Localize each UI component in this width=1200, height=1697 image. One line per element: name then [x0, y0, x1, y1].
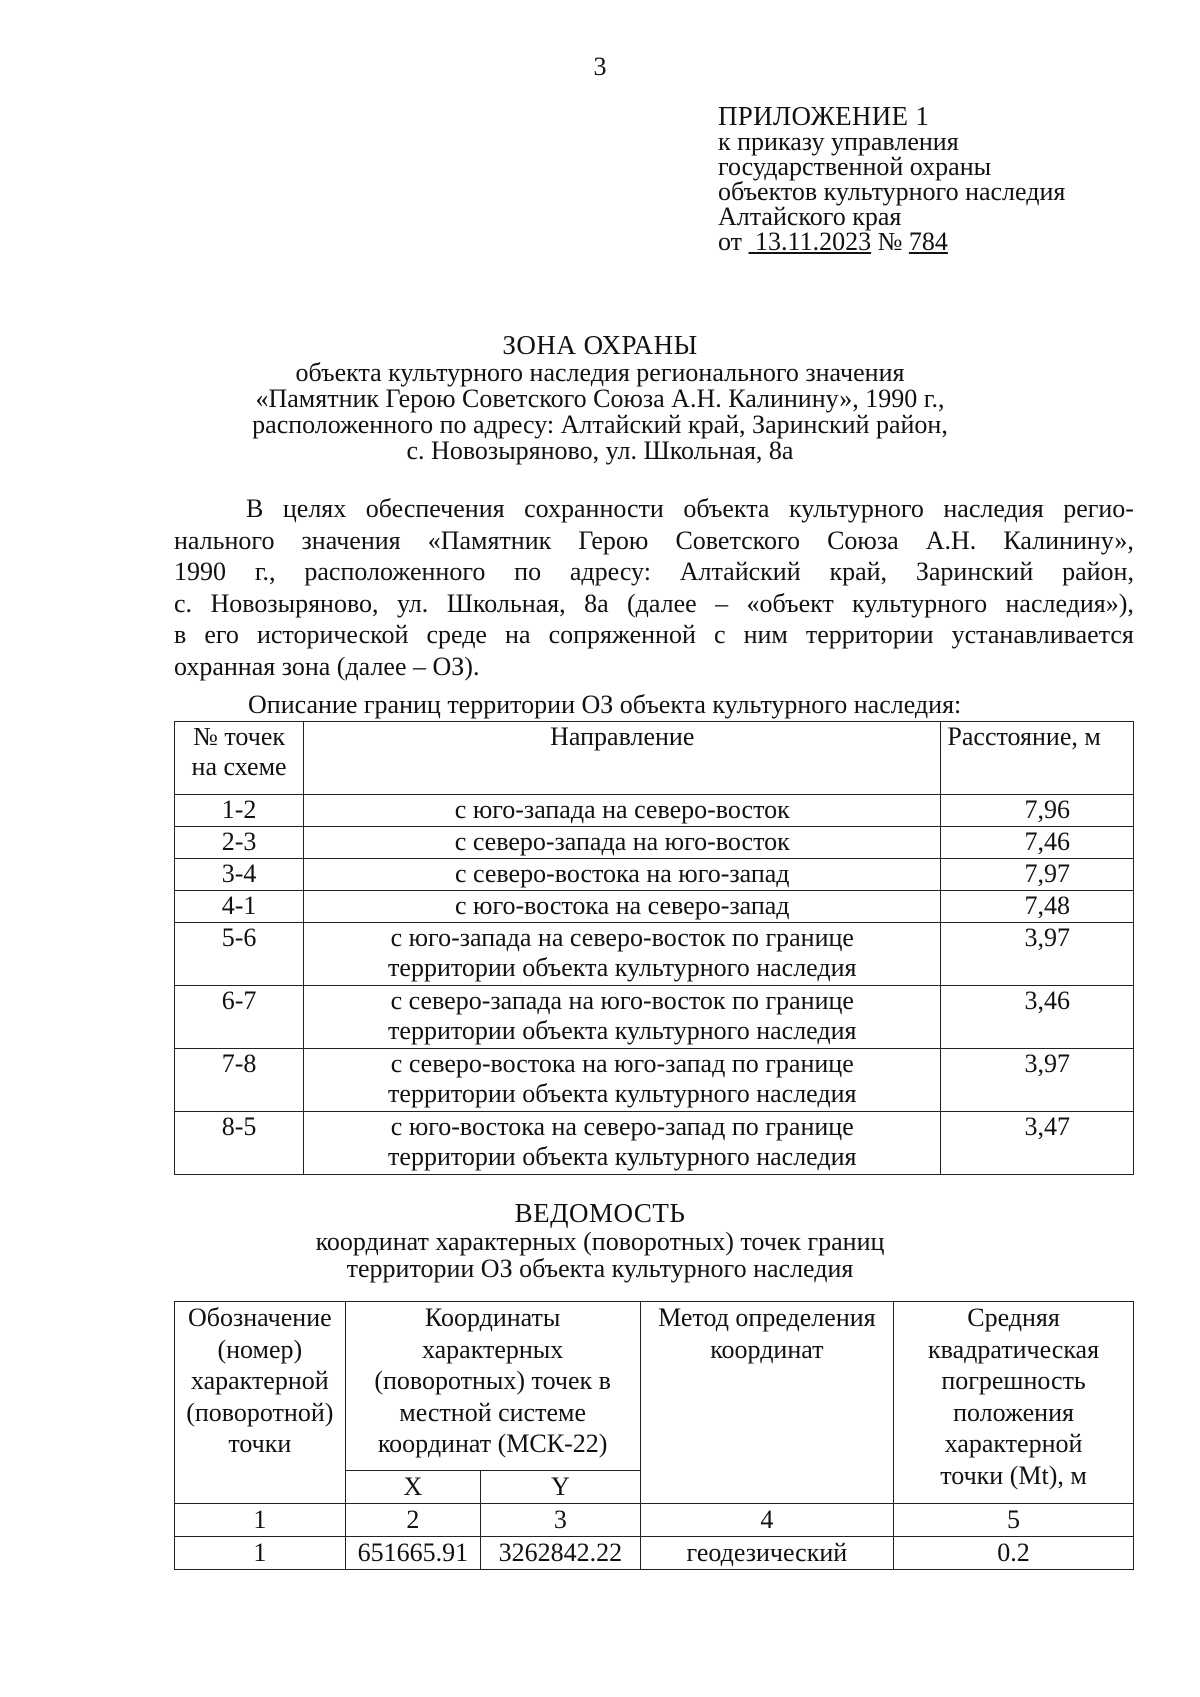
method-cell: геодезический: [640, 1537, 893, 1570]
header-points: № точек на схеме: [175, 722, 304, 795]
header-line: квадратическая: [928, 1334, 1100, 1364]
paragraph-word: А.Н.: [925, 525, 977, 555]
points-cell: 4-1: [175, 891, 304, 923]
paragraph-word: 1990: [174, 557, 226, 586]
header-line: Координаты: [424, 1303, 561, 1332]
distance-cell: 7,46: [941, 827, 1134, 859]
table-row: [175, 891, 1134, 923]
paragraph-line: [174, 556, 1134, 588]
table-row: [175, 923, 1134, 986]
distance-cell: 3,47: [941, 1112, 1134, 1175]
direction-text: с юго-востока на северо-запад по границе: [390, 1112, 854, 1141]
table-header-row: [175, 722, 1134, 795]
table-row: [175, 986, 1134, 1049]
zone-subtitle-line: «Памятник Герою Советского Союза А.Н. Калинину», 1990 г.,: [255, 384, 945, 413]
paragraph-word: Новозыряново,: [210, 588, 379, 618]
header-method: [640, 1302, 893, 1504]
header-line: (номер): [217, 1334, 303, 1364]
header-line: Обозначение: [187, 1303, 332, 1332]
paragraph-word: (далее: [627, 588, 697, 618]
direction-text: с северо-востока на юго-запад по границе: [390, 1049, 854, 1078]
paragraph-word: значения: [301, 525, 401, 555]
table-row: [175, 827, 1134, 859]
header-line: Метод определения: [658, 1303, 876, 1332]
paragraph-word: расположенного: [304, 557, 486, 586]
paragraph-word: В: [246, 494, 264, 523]
appendix-line: Алтайского края: [718, 202, 902, 231]
paragraph-word: исторической: [256, 620, 409, 649]
appendix-line: государственной охраны: [718, 152, 992, 181]
main-paragraph: [174, 493, 1134, 682]
paragraph-word: по: [514, 557, 542, 586]
distance-cell: 7,48: [941, 891, 1134, 923]
paragraph-word: в: [174, 620, 187, 649]
table-header-row: [175, 1302, 1134, 1471]
header-coordinates: [345, 1302, 640, 1471]
paragraph-word: культурного: [852, 588, 988, 618]
header-error: [894, 1302, 1134, 1504]
direction-cell: [304, 795, 941, 827]
paragraph-word: наследия»),: [1005, 588, 1134, 618]
paragraph-line: [174, 525, 1134, 557]
points-cell: 8-5: [175, 1112, 304, 1175]
column-number-cell: 3: [481, 1504, 640, 1537]
header-line: положения: [953, 1397, 1074, 1427]
direction-text: с северо-востока на юго-запад: [454, 859, 790, 888]
zone-heading: [0, 330, 1200, 464]
direction-cell: [304, 986, 941, 1049]
paragraph-word: территории: [805, 620, 934, 649]
table-row: [175, 1537, 1134, 1570]
direction-text: территории объекта культурного наследия: [388, 1016, 857, 1045]
distance-cell: 3,97: [941, 923, 1134, 986]
appendix-block: [718, 101, 1178, 256]
header-line: погрешность: [941, 1366, 1086, 1395]
header-direction: Направление: [304, 722, 941, 795]
header-y: Y: [481, 1471, 640, 1504]
statement-subtitle-line: координат характерных (поворотных) точек границ: [315, 1227, 885, 1256]
direction-text: территории объекта культурного наследия: [388, 953, 857, 982]
header-line: координат (МСК-22): [377, 1429, 608, 1458]
direction-text: с юго-запада на северо-восток: [454, 795, 790, 824]
direction-cell: [304, 859, 941, 891]
header-line: местной системе: [399, 1397, 586, 1427]
paragraph-word: «Памятник: [427, 525, 552, 555]
paragraph-word: ул.: [396, 588, 429, 618]
header-line: Средняя: [967, 1303, 1060, 1332]
table-row: [175, 795, 1134, 827]
x-cell: 651665.91: [345, 1537, 481, 1570]
paragraph-word: на: [505, 620, 531, 649]
paragraph-word: Алтайский: [679, 557, 801, 586]
paragraph-word: 8а: [584, 588, 609, 618]
column-number-cell: 5: [894, 1504, 1134, 1537]
paragraph-word: сопряженной: [548, 620, 696, 649]
paragraph-word: с: [713, 620, 726, 649]
distance-cell: 3,97: [941, 1049, 1134, 1112]
paragraph-word: охранная зона (далее – ОЗ).: [174, 651, 480, 681]
date-prefix: от: [718, 227, 743, 256]
column-number-cell: 2: [345, 1504, 481, 1537]
paragraph-word: объекта: [683, 494, 770, 523]
paragraph-word: адресу:: [569, 557, 651, 586]
column-number-cell: 1: [175, 1504, 346, 1537]
paragraph-line: [174, 588, 1134, 620]
header-line: координат: [710, 1334, 824, 1364]
paragraph-word: Герою: [578, 525, 649, 555]
zone-subtitle-line: расположенного по адресу: Алтайский край, Заринский район,: [252, 410, 948, 439]
table-row: [175, 1112, 1134, 1175]
order-date: 13.11.2023: [755, 227, 872, 256]
statement-subtitle-line: территории ОЗ объекта культурного наследия: [346, 1254, 854, 1283]
points-cell: 3-4: [175, 859, 304, 891]
zone-subtitle-line: объекта культурного наследия регионального значения: [295, 358, 905, 387]
distance-cell: 7,96: [941, 795, 1134, 827]
paragraph-word: ним: [743, 620, 788, 649]
coordinates-table: [174, 1301, 1134, 1570]
points-cell: 6-7: [175, 986, 304, 1049]
header-line: характерной: [190, 1366, 329, 1395]
paragraph-word: с.: [174, 588, 193, 618]
paragraph-word: культурного: [788, 494, 924, 523]
paragraph-line: [174, 619, 1134, 651]
y-cell: 3262842.22: [481, 1537, 640, 1570]
direction-cell: [304, 1049, 941, 1112]
direction-cell: [304, 923, 941, 986]
table-row: [175, 1049, 1134, 1112]
direction-text: с юго-востока на северо-запад: [454, 891, 790, 920]
header-x: X: [345, 1471, 481, 1504]
direction-text: с юго-запада на северо-восток по границе: [390, 923, 854, 952]
paragraph-word: г.,: [254, 557, 276, 586]
distance-cell: 3,46: [941, 986, 1134, 1049]
direction-text: с северо-запада на юго-восток по границе: [390, 986, 854, 1015]
paragraph-word: целях: [282, 494, 347, 523]
paragraph-word: обеспечения: [365, 494, 505, 523]
order-number: 784: [908, 227, 948, 256]
paragraph-line: [174, 651, 1134, 683]
direction-cell: [304, 891, 941, 923]
paragraph-word: Школьная,: [446, 588, 566, 618]
error-cell: 0.2: [894, 1537, 1134, 1570]
table-row: [175, 859, 1134, 891]
column-number-cell: 4: [640, 1504, 893, 1537]
appendix-line: к приказу управления: [718, 127, 959, 156]
header-designation: [175, 1302, 346, 1504]
paragraph-word: –: [715, 588, 729, 618]
paragraph-word: Заринский: [915, 557, 1034, 586]
appendix-line: объектов культурного наследия: [718, 177, 1066, 206]
zone-subtitle-line: с. Новозыряново, ул. Школьная, 8а: [406, 436, 794, 465]
paragraph-word: нального: [174, 525, 275, 555]
paragraph-word: его: [204, 620, 239, 649]
direction-cell: [304, 1112, 941, 1175]
paragraph-word: край,: [829, 557, 888, 586]
paragraph-word: Советского: [675, 525, 800, 555]
points-cell: 5-6: [175, 923, 304, 986]
boundary-table: [174, 721, 1134, 1175]
statement-heading: [0, 1198, 1200, 1282]
column-number-row: [175, 1504, 1134, 1537]
statement-title: ВЕДОМОСТЬ: [514, 1198, 686, 1228]
paragraph-word: среде: [426, 620, 487, 649]
direction-text: с северо-запада на юго-восток: [454, 827, 790, 856]
paragraph-word: Калинину»,: [1003, 525, 1134, 555]
paragraph-word: «объект: [746, 588, 834, 618]
appendix-date-line: [718, 229, 1178, 254]
direction-text: территории объекта культурного наследия: [388, 1142, 857, 1171]
paragraph-word: наследия: [943, 494, 1044, 523]
paragraph-line: [174, 493, 1134, 525]
header-line: точки (Mt), м: [940, 1460, 1087, 1490]
paragraph-word: устанавливается: [951, 620, 1134, 649]
header-line: характерных: [421, 1334, 564, 1364]
direction-text: территории объекта культурного наследия: [388, 1079, 857, 1108]
header-line: точки: [228, 1429, 292, 1458]
zone-title: ЗОНА ОХРАНЫ: [502, 330, 698, 360]
number-sign: №: [877, 227, 903, 256]
distance-cell: 7,97: [941, 859, 1134, 891]
paragraph-word: Союза: [827, 525, 899, 555]
direction-cell: [304, 827, 941, 859]
header-line: характерной: [944, 1429, 1083, 1458]
header-distance: Расстояние, м: [941, 722, 1134, 795]
points-cell: 2-3: [175, 827, 304, 859]
points-cell: 1-2: [175, 795, 304, 827]
paragraph-word: сохранности: [524, 494, 664, 523]
header-line: (поворотных) точек в: [374, 1366, 611, 1395]
boundary-caption: Описание границ территории ОЗ объекта культурного наследия:: [248, 690, 962, 719]
page-number: 3: [593, 52, 607, 81]
points-cell: 7-8: [175, 1049, 304, 1112]
paragraph-word: регио-: [1063, 494, 1134, 523]
header-line: (поворотной): [186, 1397, 334, 1427]
paragraph-word: район,: [1062, 557, 1134, 586]
appendix-title: ПРИЛОЖЕНИЕ 1: [718, 101, 930, 131]
point-cell: 1: [175, 1537, 346, 1570]
